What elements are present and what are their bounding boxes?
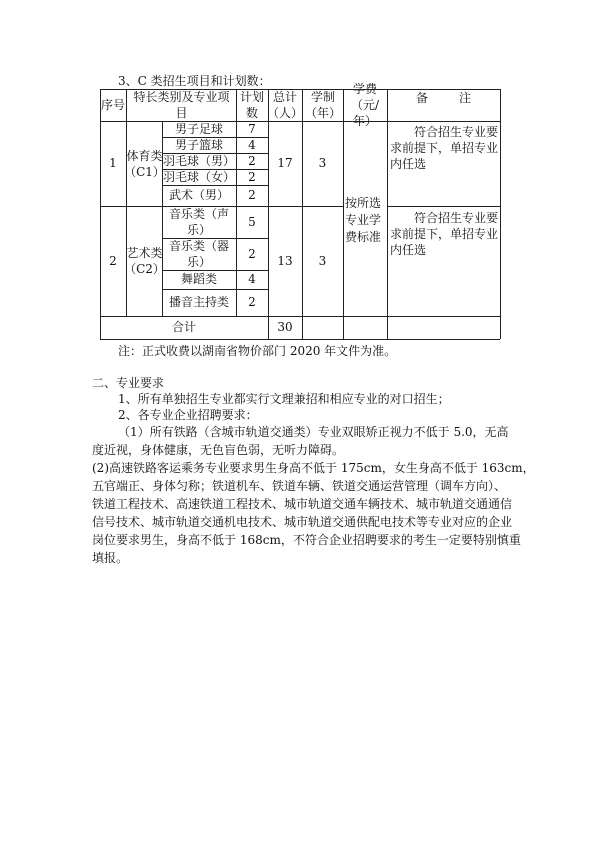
header-plan: 计划数 [240,90,265,120]
group-total: 17 [277,156,293,170]
group-total: 13 [277,253,293,268]
header-seq: 序号 [100,97,125,112]
total-label: 合计 [171,320,196,334]
section-two-heading: 二、专业要求 [92,376,165,390]
header-category: 特长类别及专业项目 [133,90,230,120]
item-name: 男子足球 [174,121,223,136]
table-note: 注：正式收费以湖南省物价部门 2020 年文件为准。 [118,344,397,358]
item-name: 羽毛球（男） [162,153,235,168]
paragraph-line: 度近视，身体健康，无色盲色弱，无听力障碍。 [92,443,345,457]
paragraph-line: (2)高速铁路客运乘务专业要求男生身高不低于 175cm，女生身高不低于 163cm， [92,461,535,475]
section-c-title: 3、C 类招生项目和计划数： [118,74,271,88]
group-category: 体育类（C1） [124,148,165,179]
item-name: 音乐类（器乐） [168,239,229,269]
group-category: 艺术类（C2） [124,246,165,276]
item-plan: 2 [248,295,256,309]
item-name: 舞蹈类 [180,272,217,286]
group-remark: 符合招生专业要求前提下，单招专业内任选 [390,211,499,257]
header-remark-b: 注 [459,91,472,105]
group-duration: 3 [318,253,327,268]
fee-text: 按所选专业学费标准 [345,196,382,244]
paragraph-line: 五官端正、身体匀称；铁道机车、铁道车辆、铁道交通运营管理（调车方向）、 [92,479,507,493]
header-fee: 学费（元/年） [350,82,380,128]
item-plan: 5 [248,214,256,229]
requirement-point-1: 1、所有单独招生专业都实行文理兼招和相应专业的对口招生； [118,392,450,406]
paragraph-line: （1）所有铁路（含城市轨道交通类）专业双眼矫正视力不低于 5.0，无高 [118,425,509,439]
paragraph-line: 填报。 [92,551,129,565]
item-name: 男子篮球 [174,137,223,152]
item-plan: 4 [248,137,256,152]
item-plan: 4 [248,272,256,286]
item-name: 武术（男） [168,188,229,202]
group-seq: 2 [109,253,117,268]
item-name: 播音主持类 [168,295,229,309]
header-remark-a: 备 [416,91,429,105]
item-plan: 7 [248,121,256,136]
paragraph-line: 铁道工程技术、高速铁道工程技术、城市轨道交通车辆技术、城市轨道交通通信 [92,497,513,511]
total-value: 30 [277,320,293,334]
requirement-point-2: 2、各专业企业招聘要求： [118,408,258,422]
item-name: 音乐类（声乐） [168,207,229,237]
item-plan: 2 [248,246,256,261]
group-seq: 1 [109,156,117,170]
item-plan: 2 [248,169,256,184]
group-remark: 符合招生专业要求前提下，单招专业内任选 [390,125,499,171]
group-duration: 3 [318,156,327,170]
paragraph-line: 信号技术、城市轨道交通机电技术、城市轨道交通供配电技术等专业对应的企业 [92,515,513,529]
paragraph-line: 岗位要求男生，身高不低于 168cm，不符合企业招聘要求的考生一定要特别慎重 [92,533,521,547]
header-total: 总计（人） [267,90,304,120]
item-name: 羽毛球（女） [162,169,235,184]
header-duration: 学制（年） [305,90,342,120]
item-plan: 2 [248,188,256,202]
item-plan: 2 [248,153,256,168]
